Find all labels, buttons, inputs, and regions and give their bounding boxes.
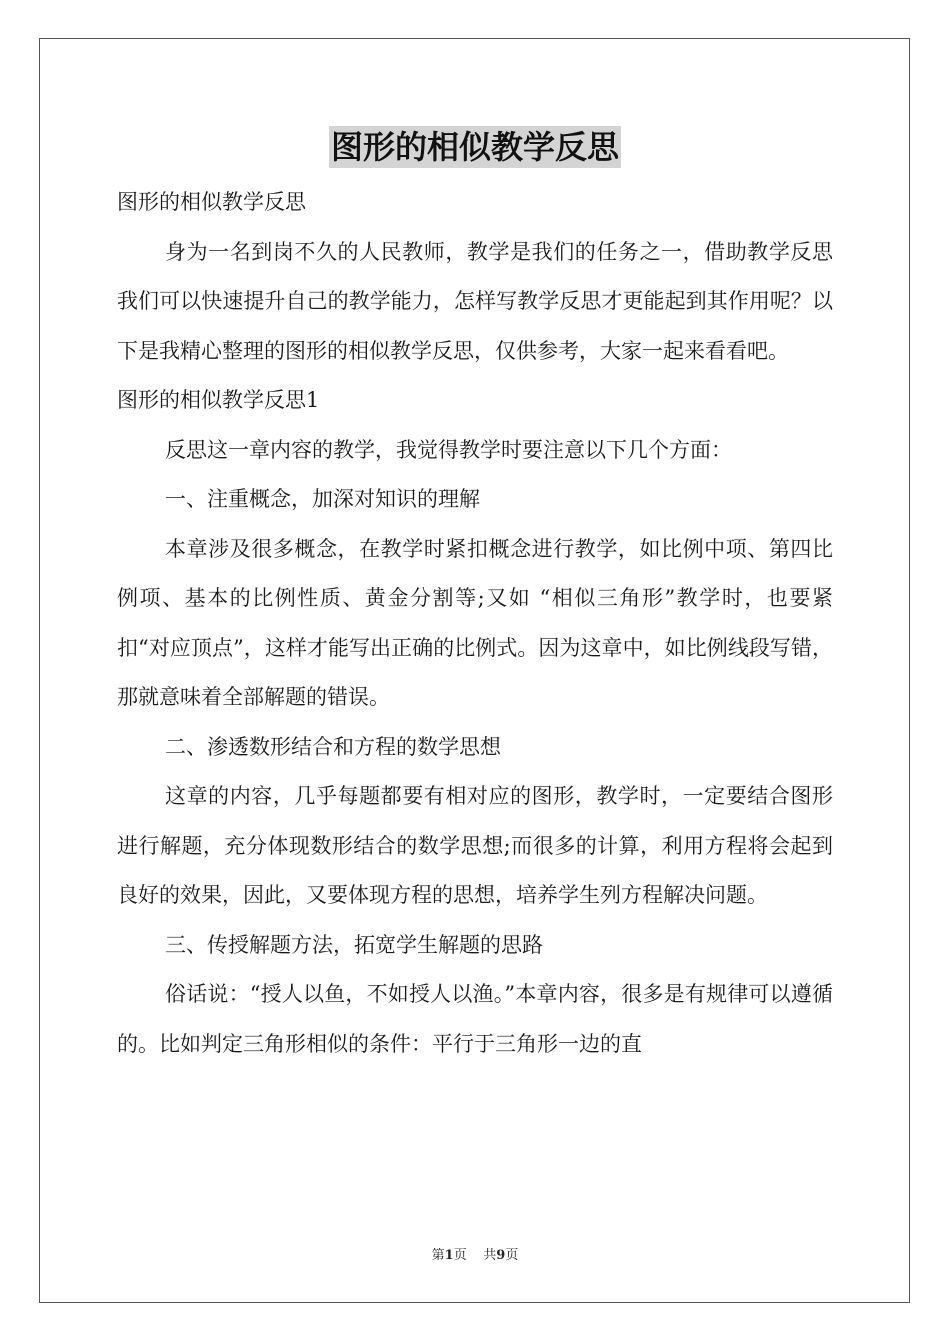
footer-page-total: 9 (496, 1248, 506, 1263)
title-container (0, 126, 950, 168)
document-title: 图形的相似教学反思 (330, 128, 619, 166)
page-footer (0, 1244, 950, 1263)
paragraph: 俗话说：“授人以鱼，不如授人以渔。”本章内容，很多是有规律可以遵循的。比如判定三角形相似的条件：平行于三角形一边的直 (117, 982, 833, 1056)
paragraph-heading: 三、传授解题方法，拓宽学生解题的思路 (165, 932, 543, 957)
paragraph-subtitle: 图形的相似教学反思 (117, 190, 306, 214)
document-body (117, 178, 833, 1069)
paragraph: 本章涉及很多概念，在教学时紧扣概念进行教学，如比例中项、第四比例项、基本的比例性质、黄金分割等;又如 “相似三角形”教学时，也要紧扣“对应顶点”，这样才能写出正确的比例式。因为这章中，如比例线段写错，那就意味着全部解题的错误。 (117, 536, 833, 709)
footer-total-prefix: 共 (483, 1248, 497, 1263)
paragraph-heading: 一、注重概念，加深对知识的理解 (165, 487, 480, 511)
footer-page-prefix: 第 (431, 1248, 445, 1263)
paragraph: 这章的内容，几乎每题都要有相对应的图形，教学时，一定要结合图形进行解题，充分体现数形结合的数学思想;而很多的计算，利用方程将会起到良好的效果，因此，又要体现方程的思想，培养学生列方程解决问题。 (117, 784, 833, 907)
paragraph-section-title: 图形的相似教学反思1 (117, 388, 320, 412)
paragraph-intro: 身为一名到岗不久的人民教师，教学是我们的任务之一，借助教学反思我们可以快速提升自己的教学能力，怎样写教学反思才更能起到其作用呢？以下是我精心整理的图形的相似教学反思，仅供参考，大家一起来看看吧。 (117, 239, 833, 363)
footer-page-current: 1 (444, 1248, 454, 1263)
paragraph-heading: 二、渗透数形结合和方程的数学思想 (165, 734, 501, 759)
footer-total-unit: 页 (505, 1248, 519, 1263)
footer-page-unit: 页 (453, 1248, 467, 1263)
paragraph: 反思这一章内容的教学，我觉得教学时要注意以下几个方面： (165, 437, 732, 462)
